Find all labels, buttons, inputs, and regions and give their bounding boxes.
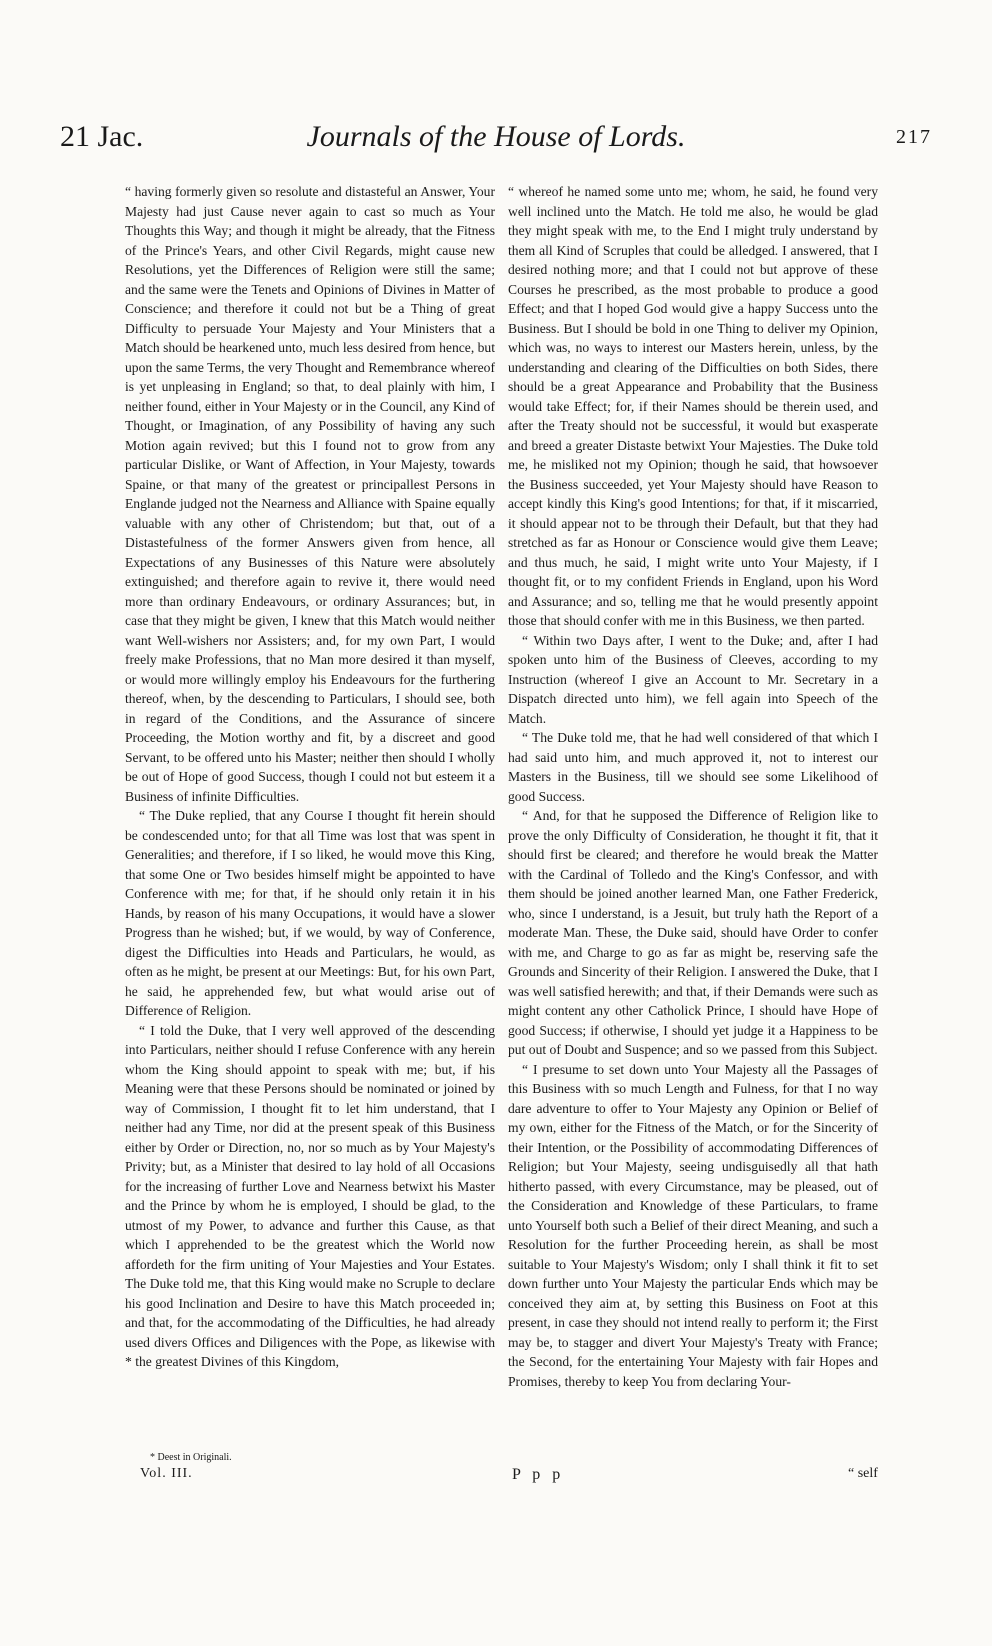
paragraph: “ whereof he named some unto me; whom, he said, he found very well inclined unto the Match. He told me also, he would be glad they might speak with me, to the End I might truly understand by them all Kind of Scruples that could be alledged. I answered, that I desired nothing more; and that I could not but approve of these Courses he prescribed, as the most probable to produce a good Effect; and that I hoped God would give a happy Success unto the Business. But I should be bold in one Thing to deliver my Opinion, which was, no ways to interest our Masters herein, unless, by the understanding and clearing of the Difficulties on both Sides, there should be a great Appearance and Probability that the Business would take Effect; for, if their Names should be therein used, and after the Treaty should not be successful, it would but exasperate and breed a greater Distaste betwixt Your Majesties. The Duke told me, he misliked not my Opinion; though he said, that howsoever the Business succeeded, yet Your Majesty should have Reason to accept kindly this King's good Intentions; for that, if it miscarried, it should appear not to be through their Default, but that they had stretched as far as Honour or Conscience would give them Leave; and thus much, he said, I might write unto Your Majesty, if I thought fit, or to my confident Friends in England, upon his Word and Assurance; and so, telling me that he would presently appoint those that should confer with me in this Business, we then parted. [508,184,878,628]
paragraph: “ I told the Duke, that I very well approved of the descending into Particulars, neither should I refuse Conference with any herein whom the King should appoint to speak with me; but, if his Meaning were that these Persons should be nominated or joined by way of Commission, I thought fit to let him understand, that I neither had any Time, nor did at the present speak of this Business either by Order or Direction, no, nor so much as by Your Majesty's Privity; but, as a Minister that desired to lay hold of all Occasions for the increasing of further Love and Nearness betwixt his Master and the Prince by whom he is employed, I should be glad, to the utmost of my Power, to advance and further this Cause, as that which I apprehended to be the greatest which the World now affordeth for the firm uniting of Your Majesties and Your Estates. The Duke told me, that this King would make no Scruple to declare his good Inclination and Desire to have this Match proceeded in; and that, for the accommodating of the Difficulties, he had already used divers Offices and Diligences with the Pope, as likewise with * the greatest Divines of this Kingdom, [125,1022,495,1369]
catchword: “ self [848,1466,878,1481]
paragraph: “ I presume to set down unto Your Majesty all the Passages of this Business with so much Length and Fulness, for that I no way dare adventure to offer to Your Majesty any Opinion or Belief of my own, either for the Fitness of the Match, or for the Sincerity of their Intention, or the Possibility of accommodating Differences of Religion; but Your Majesty, seeing undisguisedly all that hath hitherto passed, with every Circumstance, may be pleased, out of the Consideration and Knowledge of these Particulars, to frame unto Yourself both such a Belief of their direct Meaning, and such a Resolution for the further Proceeding herein, as shall be most suitable to Your Majesty's Wisdom; only I shall think it fit to set down further unto Your Majesty the particular Ends which may be conceived they aim at, by setting this Business on Foot at this present, in case they should not intend really to perform it; the First may be, to stagger and divert Your Majesty's Treaty with France; the Second, for the entertaining Your Majesty with fair Hopes and Promises, thereby to keep You from declaring Your- [508,1061,878,1389]
paragraph: “ And, for that he supposed the Difference of Religion like to prove the only Difficulty of Consideration, he thought it fit, that it should first be cleared; and therefore he would break the Matter with the Cardinal of Tolledo and the King's Confessor, and with them should be joined another learned Man, one Father Frederick, who, since I understand, is a Jesuit, but truly hath the Report of a moderate Man. These, the Duke said, should have Order to confer with me, and Charge to go as far as might be, reserving safe the Grounds and Sincerity of their Religion. I answered the Duke, that I was well satisfied herewith; and that, if their Demands were such as might content any other Catholick Prince, I should have Hope of good Success; if otherwise, I should yet judge it a Happiness to be put out of Doubt and Suspence; and so we passed from this Subject. [508,808,878,1057]
paragraph: “ The Duke replied, that any Course I thought fit herein should be condescended unto; for that all Time was lost that was spent in Generalities; and therefore, if I so liked, he would move this King, that some One or Two besides himself might be appointed to have Conference with me; for that, if he should only retain it in his Hands, by reason of his many Occupations, it would have a slower Progress than he wished; but, if we would, by way of Conference, digest the Difficulties into Heads and Particulars, he would, as often as he might, be present at our Meetings: But, for his own Part, he said, he apprehended few, but what would arise out of Difference of Religion. [125,808,495,1018]
footnote: * Deest in Originali. [150,1452,232,1463]
paragraph: “ The Duke told me, that he had well considered of that which I had said unto him, and much approved it, not to interest our Masters in the Business, till we should see some Likelihood of good Success. [508,730,878,804]
page-number: 217 [896,126,932,148]
right-column [508,182,878,1391]
paragraph: “ Within two Days after, I went to the Duke; and, after I had spoken unto him of the Business of Cleeves, according to my Instruction (whereof I give an Account to Mr. Secretary in a Dispatch directed unto him), we fell again into Speech of the Match. [508,632,878,726]
page-title: Journals of the House of Lords. [306,120,686,153]
signature-mark: P p p [512,1466,565,1483]
page-header [60,120,932,170]
paragraph: “ having formerly given so resolute and distasteful an Answer, Your Majesty had just Cause never again to cast so much as Your Thoughts this Way; and though it might be already, that the Fitness of the Prince's Years, and other Civil Regards, might cause new Resolutions, yet the Differences of Religion were still the same; and the same were the Tenets and Opinions of Divines in Matter of Conscience; and therefore it could not but be a Thing of great Difficulty to persuade Your Majesty and Your Ministers that a Match should be hearkened unto, much less desired from hence, but upon the same Terms, the very Thought and Remembrance whereof is yet unpleasing in England; so that, to deal plainly with him, I neither found, either in Your Majesty or in the Council, any Kind of Thought, or Imagination, of any Possibility of having any such Motion again revived; but this I found not to grow from any particular Dislike, or Want of Affection, in Your Majesty, towards Spaine, or that many of the greatest or principallest Persons in Englande judged not the Nearness and Alliance with Spaine equally valuable with any other of Christendom; but that, out of a Distastefulness of the former Answers given from hence, all Expectations of any Businesses of this Nature were absolutely extinguished; and therefore again to revive it, there would need more than ordinary Endeavours, or ordinary Assurances; but, in case that they might be given, I knew that this Match would neither want Well-wishers nor Assisters; and, for my own Part, I would freely make Professions, that no Man more desired it than myself, or would more willingly employ his Endeavours for the furthering thereof, when, by the descending to Particulars, I should see, both in regard of the Conditions, and the Assurance of sincere Proceeding, the Motion worthy and fit, by a discreet and good Servant, to be offered unto his Master; neither then should I wholly be out of Hope of good Success, though I could not but esteem it a Business of infinite Difficulties. [125,184,495,804]
left-column [125,182,495,1372]
volume-label: Vol. III. [140,1466,193,1481]
regnal-year: 21 Jac. [60,120,144,153]
